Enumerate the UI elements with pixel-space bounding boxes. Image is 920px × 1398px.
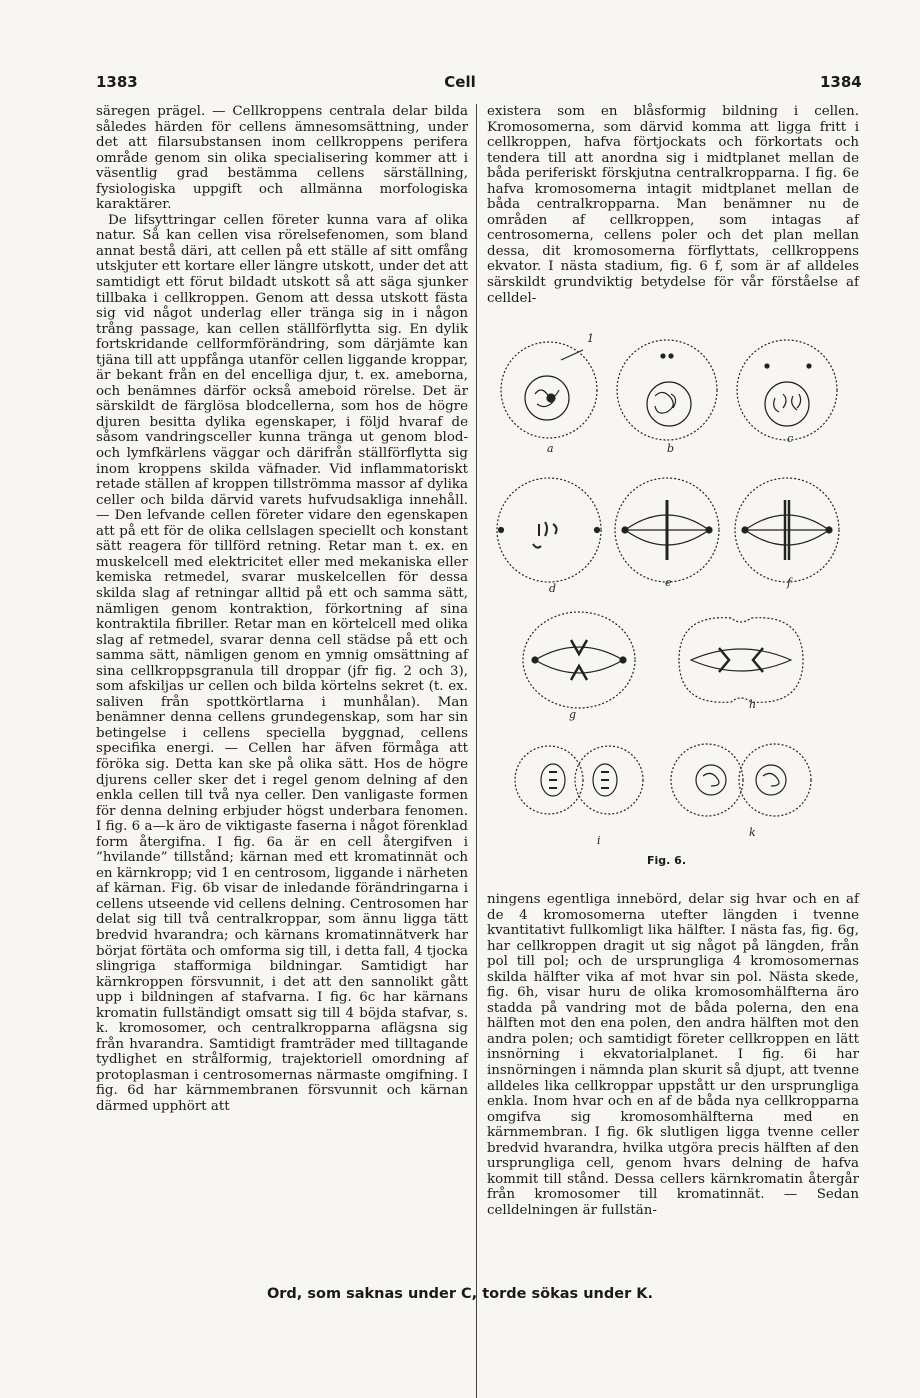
cell-b <box>617 340 717 440</box>
cell-f <box>735 478 839 582</box>
figure-caption: Fig. 6. <box>647 854 686 867</box>
figure-marker-1: 1 <box>587 332 594 345</box>
figure-label-d: d <box>549 582 557 595</box>
cell-e <box>615 478 719 582</box>
right-paragraph-bottom: ningens egentliga innebörd, delar sig hvar och en af de 4 kromosomerna utefter längden i tvenne kvantitativt fullkomligt lika hälfter. I nästa fas, fig. 6g, har cellkroppen dragit ut sig något på längden, från pol till pol; och de ursprungliga 4 kromosomernas skilda hälfter vika af mot hvar sin pol. Nästa skede, fig. 6h, visar huru de olika kromosomhälfterna äro stadda på vandring mot de båda polerna, den ena hälften mot den ena polen, den andra hälften mot den andra polen; och samtidigt företer cellkroppen en lätt insnörning i ekvatorialplanet. I fig. 6i har insnörningen i nämnda plan skurit så djupt, att tvenne alldeles lika cellkroppar uppstått ur den ursprungliga enkla. Inom hvar och en af de båda nya cellkropparna omgifva sig kromosomhälfterna med en kärnmembran. I fig. 6k slutligen ligga tvenne celler bredvid hvarandra, hvilka utgöra precis hälften af den ursprungliga cell, genom hvars delning de hafva kommit till stånd. Dessa cellers kärnkromatin återgår från kromosomer till kromatinnät. — Sedan celldelningen är fullstän- <box>487 892 859 1218</box>
figure-label-f: f <box>787 576 792 589</box>
cell-h <box>679 618 803 703</box>
right-paragraph-top: existera som en blåsformig bildning i cellen. Kromosomerna, som därvid komma att ligga fritt i cellkroppen, hafva förtjockats och förkortats och tendera till att anordna sig i midtplanet mellan de båda periferiskt förskjutna centralkropparna. I fig. 6e hafva kromosomerna intagit midtplanet mellan de båda centralkropparna. Man benämner nu de områden af cellkroppen, som intagas af centrosomerna, cellens poler och det plan mellan dessa, dit kromosomerna förflyttats, cellkroppens ekvator. I nästa stadium, fig. 6 f, som är af alldeles särskildt grundviktig betydelse för vår förståelse af celldel- <box>487 104 859 306</box>
figure-label-g: g <box>569 708 577 721</box>
figure-label-c: c <box>787 432 794 445</box>
cell-g <box>523 612 635 708</box>
page-number-left: 1383 <box>96 73 138 91</box>
page-footer-note: Ord, som saknas under C, torde sökas under K. <box>266 1286 654 1302</box>
column-divider <box>476 104 477 1398</box>
cell-d <box>497 478 601 582</box>
cell-k <box>671 744 811 816</box>
cell-division-figure <box>487 320 859 880</box>
figure-label-h: h <box>749 698 757 711</box>
left-column <box>96 104 468 1115</box>
cell-a <box>501 342 597 438</box>
page-number-right: 1384 <box>820 73 862 91</box>
cell-i <box>515 746 643 814</box>
running-title: Cell <box>444 73 476 91</box>
figure-label-k: k <box>749 826 756 839</box>
right-column-bottom <box>487 892 859 1218</box>
cell-c <box>737 340 837 440</box>
figure-label-i: i <box>597 834 601 847</box>
figure-label-a: a <box>547 442 554 455</box>
left-paragraph-2: De lifsyttringar cellen företer kunna vara af olika natur. Så kan cellen visa rörelsefenomen, som bland annat bestå däri, att cellen på ett ställe af sitt omfång utskjuter ett kortare eller längre utskott, under det att samtidigt ett förut bildadt utskott så att säga sjunker tillbaka i cellkroppen. Genom att dessa utskott fästa sig vid något underlag eller tränga sig in i någon trång passage, kan cellen ställförflytta sig. En dylik fortskridande cellformförändring, som därjämte kan tjäna till att uppfånga utanför cellen liggande kroppar, är bekant från en del encelliga djur, t. ex. ameborna, och benämnes därför också ameboid rörelse. Det är särskildt de färglösa blodcellerna, som hos de högre djuren besitta dylika egenskaper, i följd hvaraf de såsom vandringsceller kunna tränga ut genom blod- och lymfkärlens väggar och därifrån ställförflytta sig inom kroppens skilda väfnader. Vid inflammatoriskt retade ställen af kroppen tillströmma massor af dylika celler och bilda därvid varets hufvudsakliga innehåll. — Den lefvande cellen företer vidare den egenskapen att på ett för de olika cellslagen speciellt och konstant sätt reagera för tillförd retning. Retar man t. ex. en muskelcell med elektricitet eller med mekaniska eller kemiska retmedel, svarar muskelcellen för dessa skilda slag af retningar alltid på ett och samma sätt, nämligen genom kontraktion, förkortning af sina kontraktila fibriller. Retar man en körtelcell med olika slag af retmedel, svarar denna cell städse på ett och samma sätt, nämligen genom en ymnig omsättning af sina cellkroppsgranula till droppar (jfr fig. 2 och 3), som afskiljas ur cellen och bilda körtelns sekret (t. ex. saliven från spottkörtlarna i munhålan). Man benämner denna cellens grundegenskap, som har sin betingelse i cellens speciella byggnad, cellens specifika energi. — Cellen har äfven förmåga att föröka sig. Detta kan ske på olika sätt. Hos de högre djurens celler sker det i regel genom delning af den enkla cellen till två nya celler. Den vanligaste formen för denna delning erbjuder högst underbara fenomen. I fig. 6 a—k äro de viktigaste faserna i något förenklad form återgifna. I fig. 6a är en cell återgifven i ”hvilande” tillstånd; kärnan med ett kromatinnät och en kärnkropp; vid 1 en centrosom, liggande i närheten af kärnan. Fig. 6b visar de inledande förändringarna i cellens utseende vid cellens delning. Centrosomen har delat sig till två centralkroppar, som ännu ligga tätt bredvid hvarandra; och kärnans kromatinnätverk har börjat förtäta och omforma sig till, i detta fall, 4 tjocka slingriga stafformiga bildningar. Samtidigt har kärnkroppen försvunnit, i det att den sannolikt gått upp i bildningen af stafvarna. I fig. 6c har kärnans kromatin fullständigt omsatt sig till 4 böjda stafvar, s. k. kromosomer, och centralkropparna aflägsna sig från hvarandra. Samtidigt framträder med tilltagande tydlighet en strålformig, trajektoriell omordning af protoplasman i centrosomernas närmaste omgifning. I fig. 6d har kärnmembranen försvunnit och kärnan därmed upphört att <box>96 212 468 1114</box>
left-paragraph-1: säregen prägel. — Cellkroppens centrala delar bilda således härden för cellens ämnesomsättning, under det att filarsubstansen inom cellkroppens perifera område genom sin olika specialisering kommer att i väsentlig grad bestämma cellens särställning, fysiologiska uppgift och allmänna morfologiska karaktärer. <box>96 104 468 213</box>
figure-illustration <box>487 320 859 880</box>
right-column-top <box>487 104 859 306</box>
figure-label-b: b <box>667 442 675 455</box>
figure-label-e: e <box>665 576 672 589</box>
